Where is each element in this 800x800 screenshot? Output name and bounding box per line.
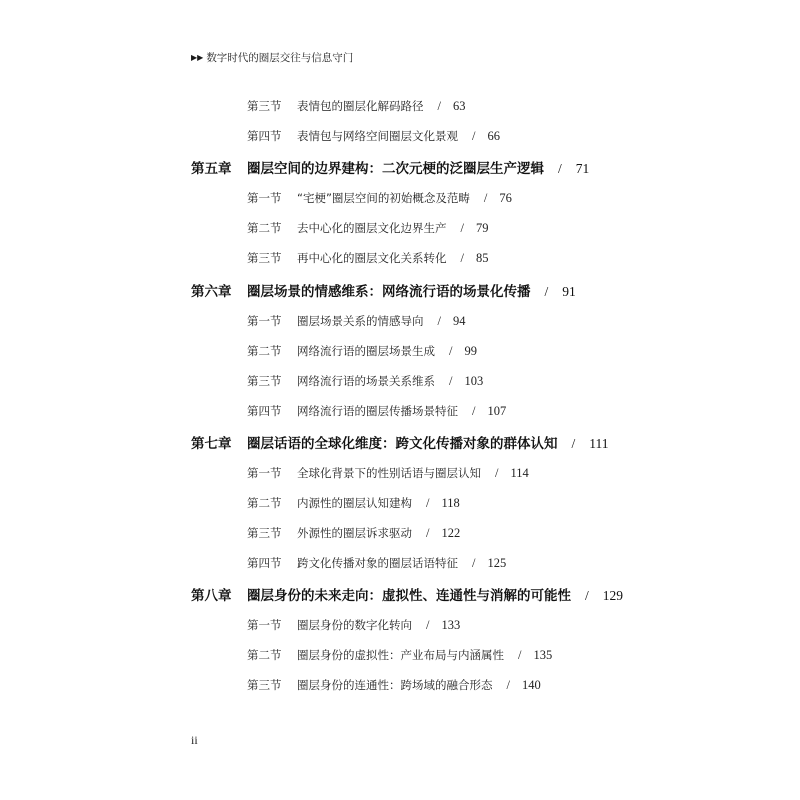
chapter-number: 第七章 bbox=[191, 436, 232, 452]
toc-chapter[interactable] bbox=[191, 157, 589, 177]
section-title: 圈层场景关系的情感导向 bbox=[297, 314, 424, 328]
toc-section[interactable] bbox=[247, 250, 488, 266]
separator: / bbox=[437, 99, 441, 113]
separator: / bbox=[472, 404, 476, 418]
toc-chapter[interactable] bbox=[191, 280, 576, 300]
separator: / bbox=[472, 129, 476, 143]
page-number: 66 bbox=[487, 129, 500, 143]
chapter-number: 第五章 bbox=[191, 161, 232, 177]
section-number: 第三节 bbox=[247, 678, 282, 692]
toc-chapter[interactable] bbox=[191, 432, 609, 452]
separator: / bbox=[426, 496, 430, 510]
chapter-number: 第八章 bbox=[191, 588, 232, 604]
chapter-title: 圈层空间的边界建构：二次元梗的泛圈层生产逻辑 bbox=[247, 161, 544, 177]
separator: / bbox=[558, 161, 562, 176]
page-number: 111 bbox=[589, 436, 609, 451]
toc-section[interactable] bbox=[247, 403, 506, 419]
page-folio: ii bbox=[191, 733, 198, 747]
section-title: 内源性的圈层认知建构 bbox=[297, 496, 412, 510]
toc-section[interactable] bbox=[247, 98, 465, 114]
section-number: 第三节 bbox=[247, 526, 282, 540]
section-number: 第一节 bbox=[247, 191, 282, 205]
section-number: 第二节 bbox=[247, 221, 282, 235]
toc-section[interactable] bbox=[247, 465, 529, 481]
section-title: 网络流行语的场景关系维系 bbox=[297, 374, 435, 388]
book-title: 数字时代的圈层交往与信息守门 bbox=[206, 52, 354, 64]
separator: / bbox=[449, 344, 453, 358]
section-title: 跨文化传播对象的圈层话语特征 bbox=[297, 556, 458, 570]
page-number: 118 bbox=[441, 496, 460, 510]
page-number: 129 bbox=[602, 588, 624, 603]
section-title: 再中心化的圈层文化关系转化 bbox=[297, 251, 447, 265]
section-title: “宅梗”圈层空间的初始概念及范畴 bbox=[297, 191, 470, 205]
section-number: 第三节 bbox=[247, 251, 282, 265]
section-number: 第一节 bbox=[247, 618, 282, 632]
page-number: 85 bbox=[475, 251, 489, 265]
toc-chapter[interactable] bbox=[191, 584, 623, 604]
toc-section[interactable] bbox=[247, 220, 488, 236]
page-number: 125 bbox=[487, 556, 507, 570]
page-number: 140 bbox=[521, 678, 541, 692]
separator: / bbox=[483, 191, 488, 205]
toc-section[interactable] bbox=[247, 555, 506, 571]
page-number: 94 bbox=[452, 314, 466, 328]
page-number: 133 bbox=[441, 618, 461, 632]
chapter-title: 圈层身份的未来走向：虚拟性、连通性与消解的可能性 bbox=[247, 588, 571, 604]
section-title: 网络流行语的圈层传播场景特征 bbox=[297, 404, 458, 418]
separator: / bbox=[426, 526, 430, 540]
section-number: 第四节 bbox=[247, 129, 282, 143]
page-number: 63 bbox=[452, 99, 466, 113]
toc-section[interactable] bbox=[247, 128, 500, 144]
separator: / bbox=[472, 556, 476, 570]
section-number: 第一节 bbox=[247, 466, 282, 480]
separator: / bbox=[506, 678, 510, 692]
section-number: 第二节 bbox=[247, 344, 282, 358]
section-number: 第四节 bbox=[247, 404, 282, 418]
toc-section[interactable] bbox=[247, 647, 552, 663]
separator: / bbox=[426, 618, 430, 632]
toc-section[interactable] bbox=[247, 190, 512, 206]
section-title: 表情包的圈层化解码路径 bbox=[297, 99, 424, 113]
separator: / bbox=[571, 436, 576, 451]
section-number: 第二节 bbox=[247, 648, 282, 662]
page-number: 135 bbox=[533, 648, 553, 662]
section-number: 第三节 bbox=[247, 99, 282, 113]
separator: / bbox=[449, 374, 453, 388]
toc-section[interactable] bbox=[247, 343, 477, 359]
toc-section[interactable] bbox=[247, 495, 460, 511]
section-number: 第四节 bbox=[247, 556, 282, 570]
chapter-number: 第六章 bbox=[191, 284, 232, 300]
section-title: 全球化背景下的性别话语与圈层认知 bbox=[297, 466, 481, 480]
section-title: 外源性的圈层诉求驱动 bbox=[297, 526, 412, 540]
page-number: 91 bbox=[562, 284, 576, 299]
toc-section[interactable] bbox=[247, 617, 460, 633]
separator: / bbox=[460, 221, 464, 235]
separator: / bbox=[460, 251, 464, 265]
chapter-title: 圈层场景的情感维系：网络流行语的场景化传播 bbox=[247, 284, 531, 300]
toc-section[interactable] bbox=[247, 525, 460, 541]
page-number: 99 bbox=[464, 344, 477, 358]
section-number: 第三节 bbox=[247, 374, 282, 388]
page-number: 71 bbox=[575, 161, 590, 176]
double-arrow-icon: ▶▶ bbox=[191, 53, 204, 62]
section-title: 表情包与网络空间圈层文化景观 bbox=[297, 129, 458, 143]
page-number: 122 bbox=[441, 526, 461, 540]
section-number: 第二节 bbox=[247, 496, 282, 510]
page-number: 103 bbox=[464, 374, 484, 388]
section-title: 圈层身份的虚拟性：产业布局与内涵属性 bbox=[297, 648, 504, 662]
section-title: 去中心化的圈层文化边界生产 bbox=[297, 221, 447, 235]
section-number: 第一节 bbox=[247, 314, 282, 328]
separator: / bbox=[495, 466, 499, 480]
toc-section[interactable] bbox=[247, 373, 483, 389]
chapter-title: 圈层话语的全球化维度：跨文化传播对象的群体认知 bbox=[247, 436, 558, 452]
section-title: 网络流行语的圈层场景生成 bbox=[297, 344, 435, 358]
section-title: 圈层身份的连通性：跨场域的融合形态 bbox=[297, 678, 493, 692]
page-number: 76 bbox=[499, 191, 512, 205]
toc-section[interactable] bbox=[247, 677, 541, 693]
page-number: 114 bbox=[510, 466, 529, 480]
separator: / bbox=[518, 648, 522, 662]
page-number: 79 bbox=[475, 221, 489, 235]
separator: / bbox=[585, 588, 589, 603]
section-title: 圈层身份的数字化转向 bbox=[297, 618, 412, 632]
toc-section[interactable] bbox=[247, 313, 465, 329]
separator: / bbox=[437, 314, 441, 328]
page-number: 107 bbox=[487, 404, 507, 418]
separator: / bbox=[544, 284, 549, 299]
